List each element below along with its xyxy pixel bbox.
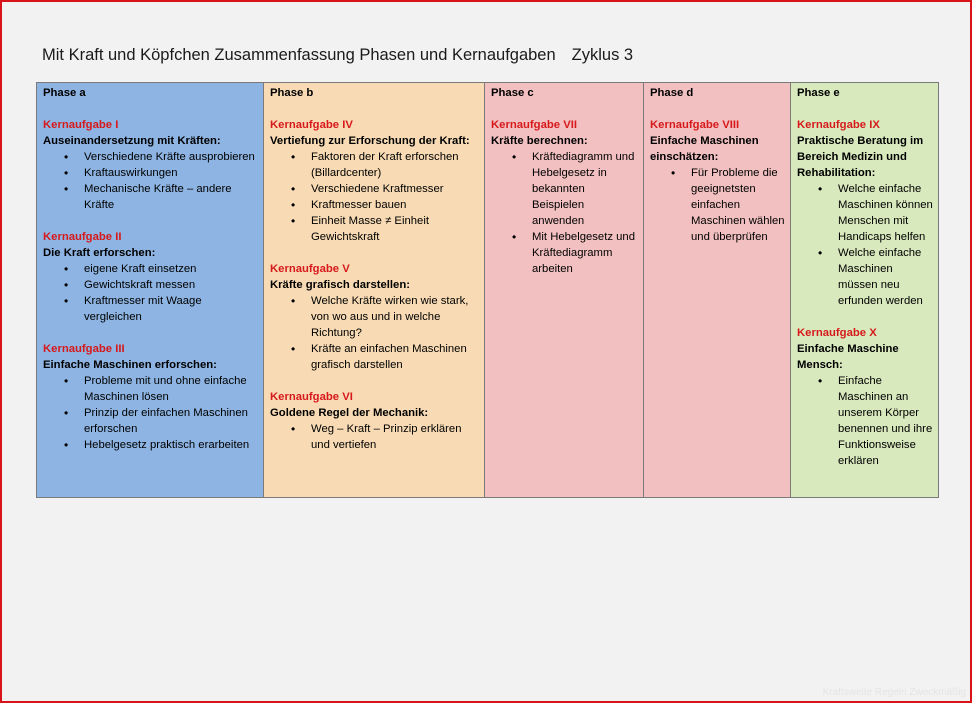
phase-column-b (264, 83, 485, 497)
phase-column-a (37, 83, 264, 497)
task-block (797, 117, 933, 309)
task-item: • Einfache Maschinen an unserem Körper benennen und ihre Funktionsweise erklären (797, 373, 933, 469)
task-item: • Welche einfache Maschinen müssen neu erfunden werden (797, 245, 933, 309)
task-item: • eigene Kraft einsetzen (43, 261, 258, 277)
task-item: • Weg – Kraft – Prinzip erklären und vertiefen (270, 421, 479, 453)
task-block (270, 117, 479, 245)
phases-table (36, 82, 939, 498)
task-subtitle: Auseinandersetzung mit Kräften: (43, 135, 221, 147)
task-item-list (650, 165, 785, 245)
phase-label: Phase d (650, 87, 694, 99)
task-item: • Einheit Masse ≠ Einheit Gewichtskraft (270, 213, 479, 245)
phase-column-e (791, 83, 938, 497)
task-item: • Welche Kräfte wirken wie stark, von wo aus und in welche Richtung? (270, 293, 479, 341)
task-item: • Gewichtskraft messen (43, 277, 258, 293)
phase-label: Phase a (43, 87, 86, 99)
task-block (270, 261, 479, 373)
task-subtitle: Praktische Beratung im Bereich Medizin und Rehabilitation: (797, 135, 924, 179)
task-title: Kernaufgabe V (270, 263, 350, 275)
task-item: • Welche einfache Maschinen können Menschen mit Handicaps helfen (797, 181, 933, 245)
task-item: • Kräfte an einfachen Maschinen grafisch darstellen (270, 341, 479, 373)
task-item-list (270, 149, 479, 245)
task-item-list (43, 261, 258, 325)
task-item: • Prinzip der einfachen Maschinen erforschen (43, 405, 258, 437)
task-subtitle: Goldene Regel der Mechanik: (270, 407, 429, 419)
task-item-list (797, 181, 933, 309)
task-title: Kernaufgabe VI (270, 391, 353, 403)
task-block (797, 325, 933, 469)
task-title: Kernaufgabe IV (270, 119, 353, 131)
task-title: Kernaufgabe VIII (650, 119, 740, 131)
task-subtitle: Kräfte grafisch darstellen: (270, 279, 410, 291)
task-item-list (491, 149, 638, 277)
task-item-list (270, 421, 479, 453)
watermark: Kraftsweite Regeln Zweckmäßig (822, 687, 966, 698)
phase-column-c (485, 83, 644, 497)
task-title: Kernaufgabe VII (491, 119, 578, 131)
task-subtitle: Einfache Maschinen einschätzen: (650, 135, 759, 163)
task-item-list (43, 149, 258, 213)
task-title: Kernaufgabe IX (797, 119, 880, 131)
task-item: • Faktoren der Kraft erforschen (Billardcenter) (270, 149, 479, 181)
task-block (43, 341, 258, 453)
task-item: • Verschiedene Kraftmesser (270, 181, 479, 197)
task-block (491, 117, 638, 277)
task-subtitle: Die Kraft erforschen: (43, 247, 156, 259)
task-block (43, 117, 258, 213)
task-block (650, 117, 785, 245)
task-item: • Kraftauswirkungen (43, 165, 258, 181)
task-title: Kernaufgabe X (797, 327, 877, 339)
task-title: Kernaufgabe III (43, 343, 125, 355)
task-item: • Kraftmesser mit Waage vergleichen (43, 293, 258, 325)
task-item-list (43, 373, 258, 453)
phase-label: Phase b (270, 87, 314, 99)
task-title: Kernaufgabe II (43, 231, 122, 243)
task-item: • Mechanische Kräfte – andere Kräfte (43, 181, 258, 213)
phase-label: Phase c (491, 87, 534, 99)
phase-column-d (644, 83, 791, 497)
task-item: • Kräftediagramm und Hebelgesetz in bekannten Beispielen anwenden (491, 149, 638, 229)
task-subtitle: Einfache Maschinen erforschen: (43, 359, 217, 371)
task-item-list (797, 373, 933, 469)
task-item: • Kraftmesser bauen (270, 197, 479, 213)
cycle-label: Zyklus 3 (571, 46, 634, 64)
task-subtitle: Einfache Maschine Mensch: (797, 343, 899, 371)
task-item: • Probleme mit und ohne einfache Maschinen lösen (43, 373, 258, 405)
task-item-list (270, 293, 479, 373)
task-item: • Mit Hebelgesetz und Kräftediagramm arbeiten (491, 229, 638, 277)
task-block (43, 229, 258, 325)
task-subtitle: Vertiefung zur Erforschung der Kraft: (270, 135, 470, 147)
title-text: Mit Kraft und Köpfchen Zusammenfassung Phasen und Kernaufgaben (42, 46, 556, 64)
phase-label: Phase e (797, 87, 840, 99)
task-subtitle: Kräfte berechnen: (491, 135, 588, 147)
task-item: • Hebelgesetz praktisch erarbeiten (43, 437, 258, 453)
task-block (270, 389, 479, 453)
document-title (42, 46, 633, 65)
task-title: Kernaufgabe I (43, 119, 119, 131)
task-item: • Für Probleme die geeignetsten einfachen Maschinen wählen und überprüfen (650, 165, 785, 245)
task-item: • Verschiedene Kräfte ausprobieren (43, 149, 258, 165)
